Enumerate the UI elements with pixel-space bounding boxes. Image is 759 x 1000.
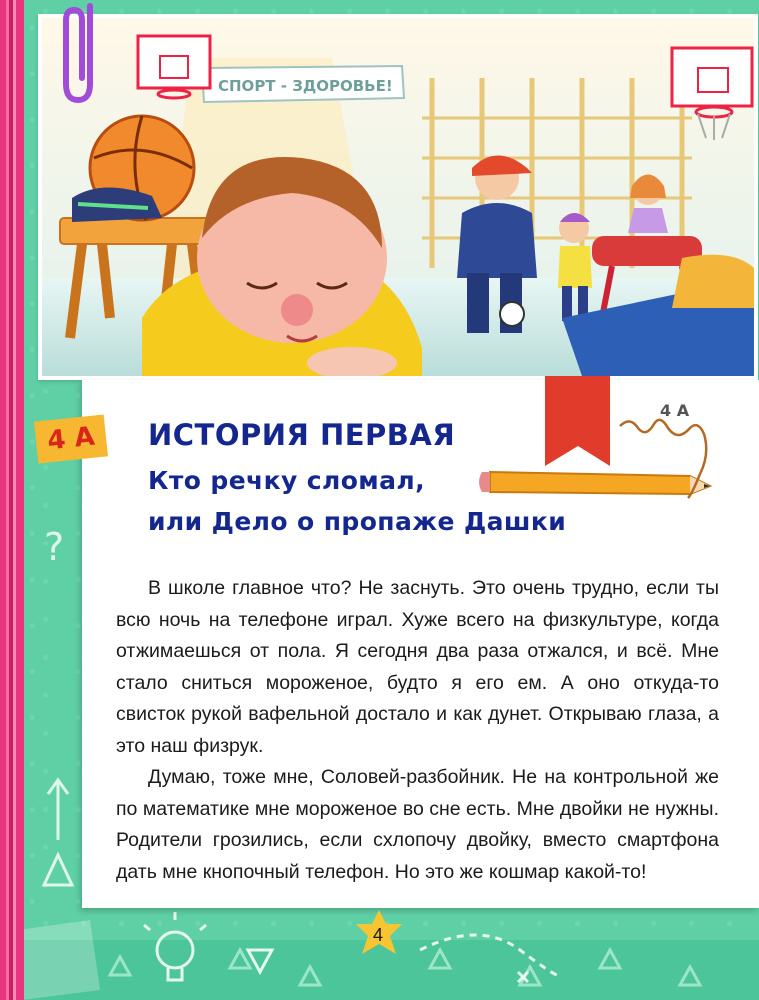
note-paper-doodle (18, 920, 100, 1000)
class-label-sticky: 4 А (34, 414, 108, 463)
banner-text: СПОРТ - ЗДОРОВЬЕ! (218, 77, 393, 95)
story-body (116, 573, 719, 888)
triangle-doodle (44, 855, 72, 885)
question-mark-doodle: ? (44, 525, 65, 569)
story-subtitle-line-2: или Дело о пропаже Дашки (148, 507, 567, 536)
story-title: ИСТОРИЯ ПЕРВАЯ (148, 418, 456, 452)
basketball-hoop-left (138, 36, 210, 98)
page-number: 4 (372, 924, 383, 945)
story-paragraph: В школе главное что? Не заснуть. Это очень трудно, если ты всю ночь на телефоне играл. Хуже всего на физкультуре, когда отжимаешься от пола. Я сегодня два раза отжался, и всё. Мне стало сниться мороженое, будто я его ем. А оно откуда-то свисток рукой вафельной достало и как дунет. Открываю глаза, а это наш физрук. (116, 577, 719, 757)
scribble-label: 4 А (660, 401, 690, 420)
bookmark-ribbon (545, 376, 610, 466)
soccer-ball (500, 302, 524, 326)
gym-scene-image (42, 18, 754, 376)
lightbulb-icon (144, 912, 206, 980)
gym-illustration (38, 14, 758, 380)
notebook-spine (0, 0, 24, 1000)
bookmark-pencil-decor (470, 376, 759, 506)
story-subtitle-line-1: Кто речку сломал, (148, 466, 426, 495)
dashed-path-doodle (420, 935, 560, 976)
pencil-icon (490, 472, 710, 494)
paperclip-icon (60, 0, 110, 110)
story-paragraph: Думаю, тоже мне, Соловей-разбойник. Не на контрольной же по математике мне мороженое во сне есть. Мне двойки не нужны. Родители грозились, если схлопочу двойку, вместо смартфона дать мне кнопочный телефон. Но это же кошмар какой-то! (116, 766, 719, 883)
arrow-up-doodle (48, 780, 68, 840)
